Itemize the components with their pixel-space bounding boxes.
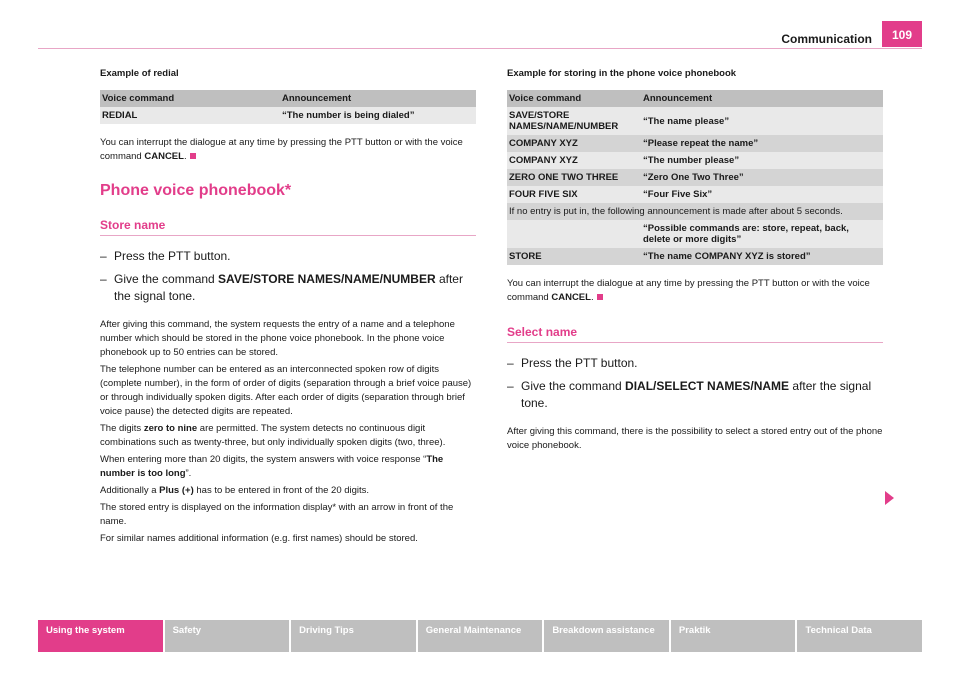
paragraph: The telephone number can be entered as an interconnected spoken row of digits (complete number), in the form of order of digits (separation through a brief voice pause) or through individually spoken digits. After each order of digits (separation through brief voice pause) the detected digits are repeated. [100,364,472,417]
tab-safety[interactable]: Safety [165,620,290,652]
command-cell: ZERO ONE TWO THREE [507,169,643,186]
step-1: – Press the PTT button. [100,249,231,263]
command-cell: STORE [507,248,643,265]
table-row [507,169,883,186]
interrupt-paragraph: You can interrupt the dialogue at any time by pressing the PTT button or with the voice command CANCEL. [507,278,870,303]
step-2: – Give the command DIAL/SELECT NAMES/NAME after the signal tone. [507,379,872,410]
table-header-command: Voice command [100,90,282,107]
subsection-title-store: Store name [100,218,476,236]
right-column [507,68,883,453]
table-header-announcement: Announcement [282,90,476,107]
command-cell: COMPANY XYZ [507,135,643,152]
paragraph: When entering more than 20 digits, the system answers with voice response “The number is too long”. [100,454,444,479]
table-row [507,152,883,169]
announcement-cell: “The number please” [643,152,883,169]
table-row [507,186,883,203]
tab-general-maintenance[interactable]: General Maintenance [418,620,543,652]
continue-arrow-icon [885,491,894,505]
command-cell: FOUR FIVE SIX [507,186,643,203]
end-marker-icon [597,294,603,300]
bottom-nav [38,620,922,652]
page-header [0,19,960,49]
tab-using-the-system[interactable]: Using the system [38,620,163,652]
step-2: – Give the command SAVE/STORE NAMES/NAME/NUMBER after the signal tone. [100,272,463,303]
command-cell [507,220,643,248]
command-cell: COMPANY XYZ [507,152,643,169]
tab-driving-tips[interactable]: Driving Tips [291,620,416,652]
command-cell: SAVE/STORE NAMES/NAME/NUMBER [507,107,643,135]
redial-table [100,90,476,124]
announcement-cell: “The name please” [643,107,883,135]
paragraph: The digits zero to nine are permitted. The system detects no continuous digit combinations such as twenty-three, but only individually spoken digits (two, three). [100,423,446,448]
announcement-cell: “Four Five Six” [643,186,883,203]
table-header-command: Voice command [507,90,643,107]
store-caption: Example for storing in the phone voice phonebook [507,68,737,79]
page-number: 109 [882,21,922,47]
announcement-cell: “The name COMPANY XYZ is stored” [643,248,883,265]
step-1: – Press the PTT button. [507,356,638,370]
announcement-cell: “The number is being dialed” [282,107,476,124]
paragraph: The stored entry is displayed on the information display* with an arrow in front of the name. [100,502,454,527]
table-row [507,107,883,135]
table-row [507,220,883,248]
redial-caption: Example of redial [100,68,179,79]
tab-technical-data[interactable]: Technical Data [797,620,922,652]
table-row [507,203,883,220]
subsection-title-select: Select name [507,325,883,343]
table-row [507,248,883,265]
note-cell: If no entry is put in, the following announcement is made after about 5 seconds. [507,203,883,220]
command-cell: REDIAL [100,107,282,124]
interrupt-paragraph: You can interrupt the dialogue at any time by pressing the PTT button or with the voice command CANCEL. [100,137,463,162]
table-row [507,135,883,152]
end-marker-icon [190,153,196,159]
store-table [507,90,883,265]
header-rule [38,48,922,49]
announcement-cell: “Zero One Two Three” [643,169,883,186]
paragraph: After giving this command, the system requests the entry of a name and a telephone number which should be stored in the phone voice phonebook. In the phone voice phonebook up to 50 entries can be stored. [100,319,455,358]
tab-breakdown-assistance[interactable]: Breakdown assistance [544,620,669,652]
tab-praktik[interactable]: Praktik [671,620,796,652]
paragraph: For similar names additional information (e.g. first names) should be stored. [100,533,418,544]
paragraph: Additionally a Plus (+) has to be entered in front of the 20 digits. [100,485,370,496]
left-column [100,68,476,546]
announcement-cell: “Possible commands are: store, repeat, back, delete or more digits” [643,220,883,248]
announcement-cell: “Please repeat the name” [643,135,883,152]
table-header-announcement: Announcement [643,90,883,107]
chapter-title: Communication [781,32,872,46]
paragraph: After giving this command, there is the possibility to select a stored entry out of the phone voice phonebook. [507,426,883,451]
table-row [100,107,476,124]
section-title: Phone voice phonebook* [100,182,292,199]
